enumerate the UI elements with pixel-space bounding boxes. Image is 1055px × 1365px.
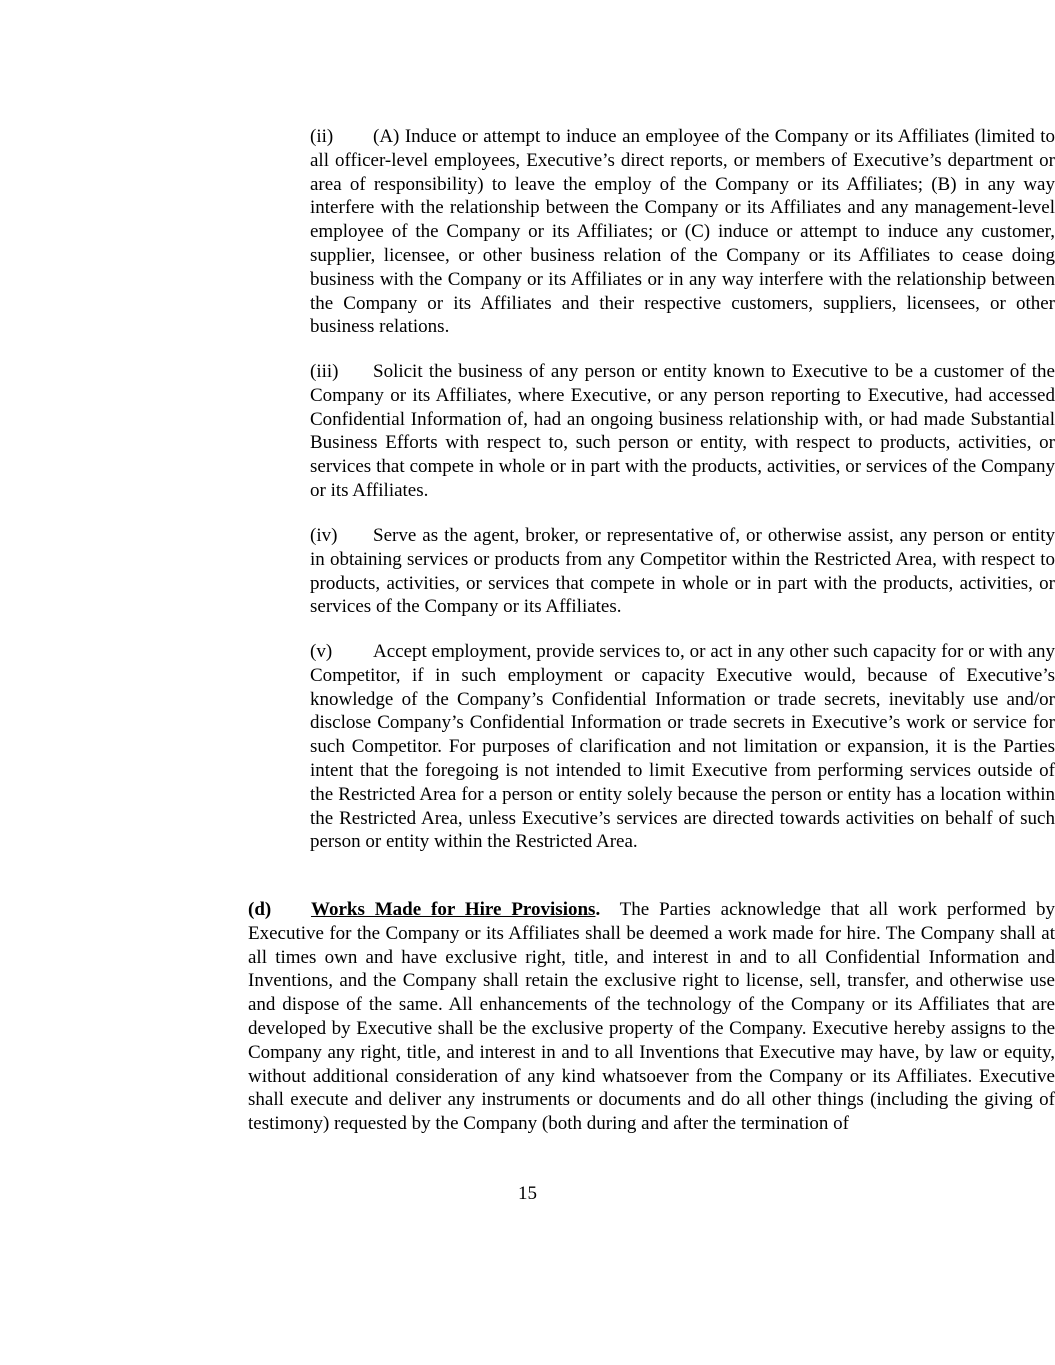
clause-v	[186, 640, 1055, 854]
clause-iii	[186, 360, 1055, 503]
clause-text: Solicit the business of any person or entity known to Executive to be a customer of the Company or its Affiliates, where Executive, or any person reporting to Executive, had accessed Confidential Information of, had an ongoing business relationship with, or had made Substantial Business Efforts with respect to, such person or entity, with respect to products, activities, or services that compete in whole or in part with the products, activities, or services of the Company or its Affiliates.	[310, 361, 1055, 501]
clause-text: Accept employment, provide services to, or act in any other such capacity for or with any Competitor, if in such employment or capacity Executive would, because of Executive’s knowledge of the Company’s Confidential Information or trade secrets, inevitably use and/or disclose Company’s Confidential Information or trade secrets in Executive’s work or service for such Competitor. For purposes of clarification and not limitation or expansion, it is the Parties intent that the foregoing is not intended to limit Executive from performing services outside of the Restricted Area for a person or entity solely because the person or entity has a location within the Restricted Area, unless Executive’s services are directed towards activities on behalf of such person or entity within the Restricted Area.	[310, 641, 1055, 853]
clause-ii	[186, 125, 1055, 339]
clause-marker: (iii)	[310, 361, 339, 382]
clause-marker: (ii)	[310, 126, 334, 147]
clause-marker: (iv)	[310, 525, 338, 546]
clause-marker: (v)	[310, 641, 333, 662]
section-d	[124, 898, 1055, 1136]
section-text: The Parties acknowledge that all work performed by Executive for the Company or its Affiliates shall be deemed a work made for hire. The Company shall at all times own and have exclusive right, title, and interest in and to all Confidential Information and Inventions, and the Company shall retain the exclusive right to license, sell, transfer, and otherwise use and dispose of the same. All enhancements of the technology of the Company or its Affiliates that are developed by Executive shall be the exclusive property of the Company. Executive hereby assigns to the Company any right, title, and interest in and to all Inventions that Executive may have, by law or equity, without additional consideration of any kind whatsoever from the Company or its Affiliates. Executive shall execute and deliver any instruments or documents and do all other things (including the giving of testimony) requested by the Company (both during and after the termination of	[248, 899, 1055, 1135]
clause-text: Serve as the agent, broker, or representative of, or otherwise assist, any person or entity in obtaining services or products from any Competitor within the Restricted Area, with respect to products, activities, or services that compete in whole or in part with the products, activities, or services of the Company or its Affiliates.	[310, 525, 1055, 618]
page-number: 15	[518, 1183, 537, 1204]
section-heading: Works Made for Hire Provisions	[311, 899, 596, 920]
clause-text: (A) Induce or attempt to induce an employee of the Company or its Affiliates (limited to all officer-level employees, Executive’s direct reports, or members of Executive’s department or area of responsibility) to leave the employ of the Company or its Affiliates; (B) in any way interfere with the relationship between the Company or its Affiliates and any management-level employee of the Company or its Affiliates; or (C) induce or attempt to induce any customer, supplier, licensee, or other business relation of the Company or its Affiliates to cease doing business with the Company or its Affiliates or in any way interfere with the relationship between the Company or its Affiliates and their respective customers, suppliers, licensees, or other business relations.	[310, 126, 1055, 338]
section-heading-period: .	[595, 899, 601, 920]
clause-iv	[186, 524, 1055, 619]
section-marker: (d)	[248, 899, 272, 920]
